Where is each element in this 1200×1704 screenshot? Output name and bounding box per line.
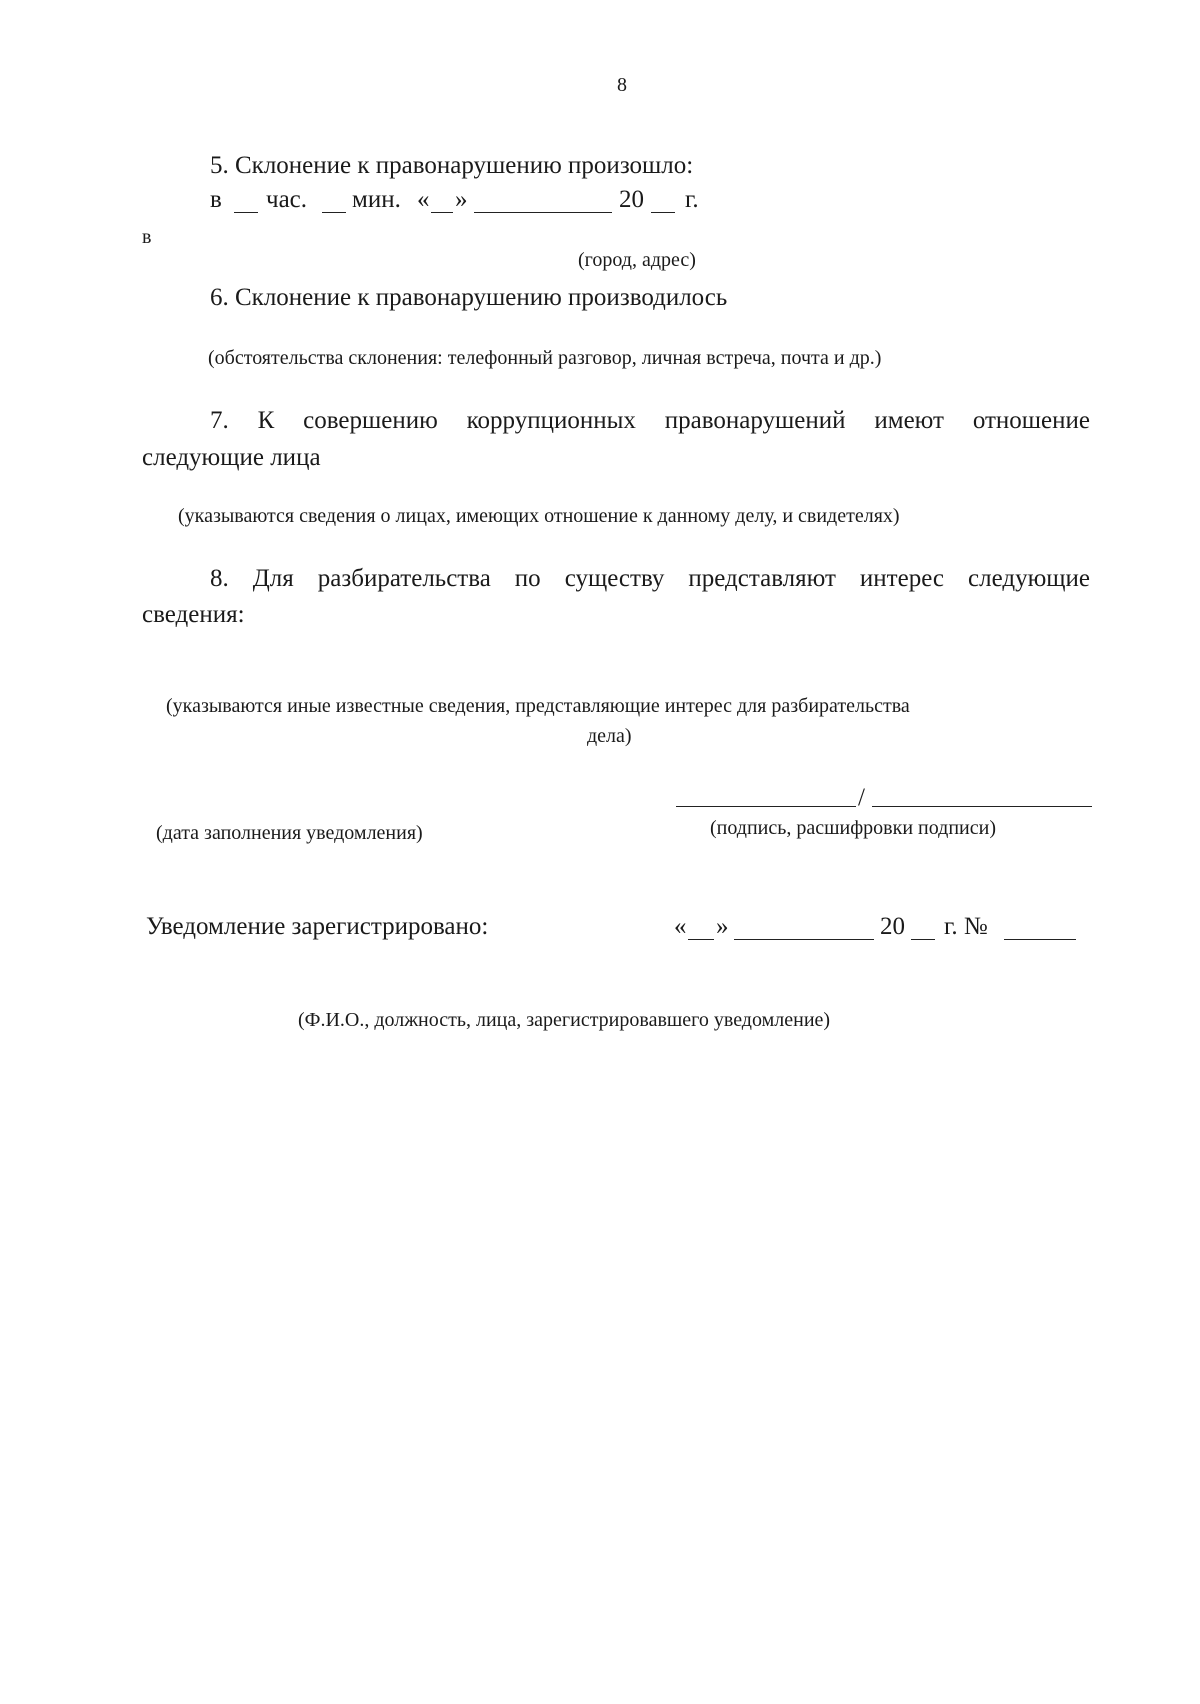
year-blank: [651, 212, 675, 213]
place-hint: (город, адрес): [578, 249, 696, 271]
section6-heading: 6. Склонение к правонарушению производилось: [210, 284, 728, 311]
hour-label: час.: [266, 186, 308, 213]
place-prefix: в: [142, 226, 152, 248]
reg-number-blank: [1004, 939, 1076, 940]
minute-label: мин.: [352, 186, 401, 213]
signature-decode-blank: [872, 806, 1092, 807]
section8-hint-line1: (указываются иные известные сведения, представляющие интерес для разбирательства: [166, 695, 910, 717]
section7-line2: следующие лица: [142, 444, 321, 471]
section8-hint-line2: дела): [587, 725, 632, 747]
signature-slash: /: [858, 784, 865, 811]
signature-blank: [676, 806, 856, 807]
section7-line1: 7. К совершению коррупционных правонарушений имеют отношение: [210, 407, 1090, 434]
registration-label: Уведомление зарегистрировано:: [146, 913, 489, 940]
reg-year-prefix: 20: [880, 913, 905, 940]
month-blank: [474, 212, 612, 213]
registrar-hint: (Ф.И.О., должность, лица, зарегистрировавшего уведомление): [298, 1009, 831, 1031]
reg-month-blank: [734, 939, 874, 940]
section8-line2: сведения:: [142, 601, 245, 628]
date-hint: (дата заполнения уведомления): [156, 822, 423, 844]
day-blank: [431, 212, 453, 213]
day-open-quote: «: [417, 186, 430, 213]
reg-close-quote: »: [716, 913, 729, 940]
reg-year-blank: [911, 939, 935, 940]
section7-hint: (указываются сведения о лицах, имеющих отношение к данному делу, и свидетелях): [178, 505, 900, 527]
section5-heading: 5. Склонение к правонарушению произошло:: [210, 152, 694, 179]
reg-open-quote: «: [674, 913, 687, 940]
hour-blank: [234, 212, 258, 213]
section8-line1: 8. Для разбирательства по существу представляют интерес следующие: [210, 565, 1090, 592]
year-prefix: 20: [619, 186, 644, 213]
year-suffix: г.: [685, 186, 699, 213]
minute-blank: [322, 212, 346, 213]
time-prefix: в: [210, 186, 222, 213]
signature-hint: (подпись, расшифровки подписи): [710, 817, 996, 839]
page-number: 8: [617, 74, 627, 96]
day-close-quote: »: [455, 186, 468, 213]
section6-hint: (обстоятельства склонения: телефонный разговор, личная встреча, почта и др.): [208, 347, 882, 369]
reg-day-blank: [688, 939, 714, 940]
reg-year-suffix: г. №: [944, 913, 988, 940]
